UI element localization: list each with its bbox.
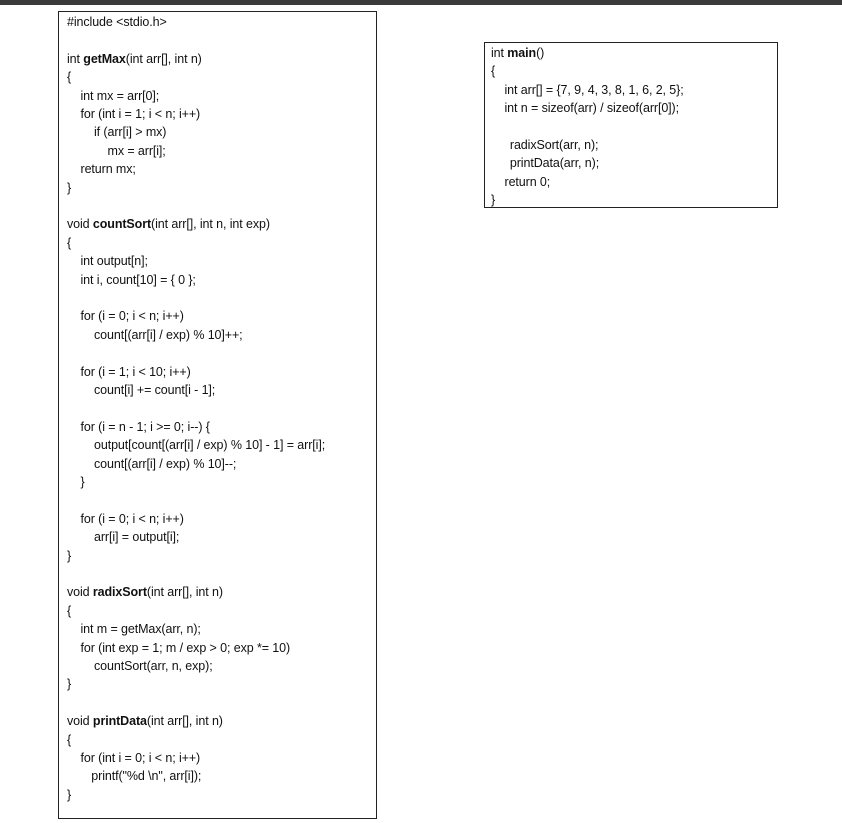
function-params: (int arr[], int n) — [125, 51, 202, 66]
code-keyword: void — [67, 714, 93, 729]
code-line: for (i = 0; i < n; i++) — [80, 309, 184, 324]
code-line: count[(arr[i] / exp) % 10]--; — [94, 456, 237, 471]
code-line: int m = getMax(arr, n); — [80, 622, 201, 637]
code-keyword: void — [67, 217, 93, 232]
code-line: count[i] += count[i - 1]; — [94, 383, 216, 397]
code-line: for (i = n - 1; i >= 0; i--) { — [80, 419, 210, 434]
function-params: () — [536, 46, 545, 60]
code-line: output[count[(arr[i] / exp) % 10] - 1] = arr[i]; — [94, 438, 326, 453]
code-line: int i, count[10] = { 0 }; — [80, 272, 196, 287]
code-line: int arr[] = {7, 9, 4, 3, 8, 1, 6, 2, 5}; — [504, 82, 684, 97]
function-params: (int arr[], int n, int exp) — [151, 217, 270, 232]
code-line: if (arr[i] > mx) — [94, 125, 167, 140]
code-line — [67, 712, 223, 730]
code-line: { — [67, 732, 72, 747]
code-line: } — [491, 193, 496, 208]
function-params: (int arr[], int n) — [146, 714, 223, 729]
code-line: { — [67, 235, 72, 250]
code-keyword: int — [491, 46, 508, 60]
function-name: getMax — [83, 51, 126, 66]
function-name: countSort — [92, 217, 152, 232]
code-line: return mx; — [80, 162, 136, 177]
code-line: for (int i = 0; i < n; i++) — [80, 751, 201, 765]
code-line: return 0; — [504, 174, 551, 189]
code-line: printf("%d \n", arr[i]); — [91, 769, 202, 784]
code-line: } — [67, 180, 72, 195]
code-line: { — [67, 70, 72, 85]
code-line: } — [80, 475, 85, 489]
code-line — [67, 50, 202, 68]
code-line: int n = sizeof(arr) / sizeof(arr[0]); — [504, 101, 679, 116]
code-line: { — [491, 64, 496, 79]
code-line: mx = arr[i]; — [107, 143, 166, 158]
code-line: for (i = 0; i < n; i++) — [80, 511, 184, 526]
function-name: main — [507, 46, 537, 60]
code-line: printData(arr, n); — [509, 156, 600, 171]
code-line: radixSort(arr, n); — [509, 138, 599, 152]
code-line: int output[n]; — [80, 254, 148, 269]
code-line: { — [67, 603, 72, 618]
code-panel-main — [484, 42, 778, 208]
code-line: for (int i = 1; i < n; i++) — [80, 107, 201, 121]
function-params: (int arr[], int n) — [146, 585, 223, 600]
top-bar — [0, 0, 842, 5]
code-line — [67, 215, 270, 233]
code-panel-functions — [58, 11, 377, 819]
code-line: count[(arr[i] / exp) % 10]++; — [94, 327, 243, 342]
function-name: printData — [92, 714, 147, 729]
code-line: } — [67, 787, 72, 802]
code-line: } — [67, 548, 72, 563]
code-line: #include <stdio.h> — [67, 15, 167, 29]
code-line: countSort(arr, n, exp); — [94, 659, 213, 673]
code-line: arr[i] = output[i]; — [94, 530, 180, 545]
code-keyword: void — [67, 585, 93, 600]
code-line — [67, 583, 223, 601]
function-name: radixSort — [92, 585, 147, 600]
code-line: for (i = 1; i < 10; i++) — [80, 364, 191, 379]
code-line: for (int exp = 1; m / exp > 0; exp *= 10) — [80, 640, 291, 655]
code-keyword: int — [67, 51, 84, 66]
code-line: int mx = arr[0]; — [80, 88, 160, 103]
code-line: } — [67, 677, 72, 692]
code-line — [491, 44, 544, 62]
